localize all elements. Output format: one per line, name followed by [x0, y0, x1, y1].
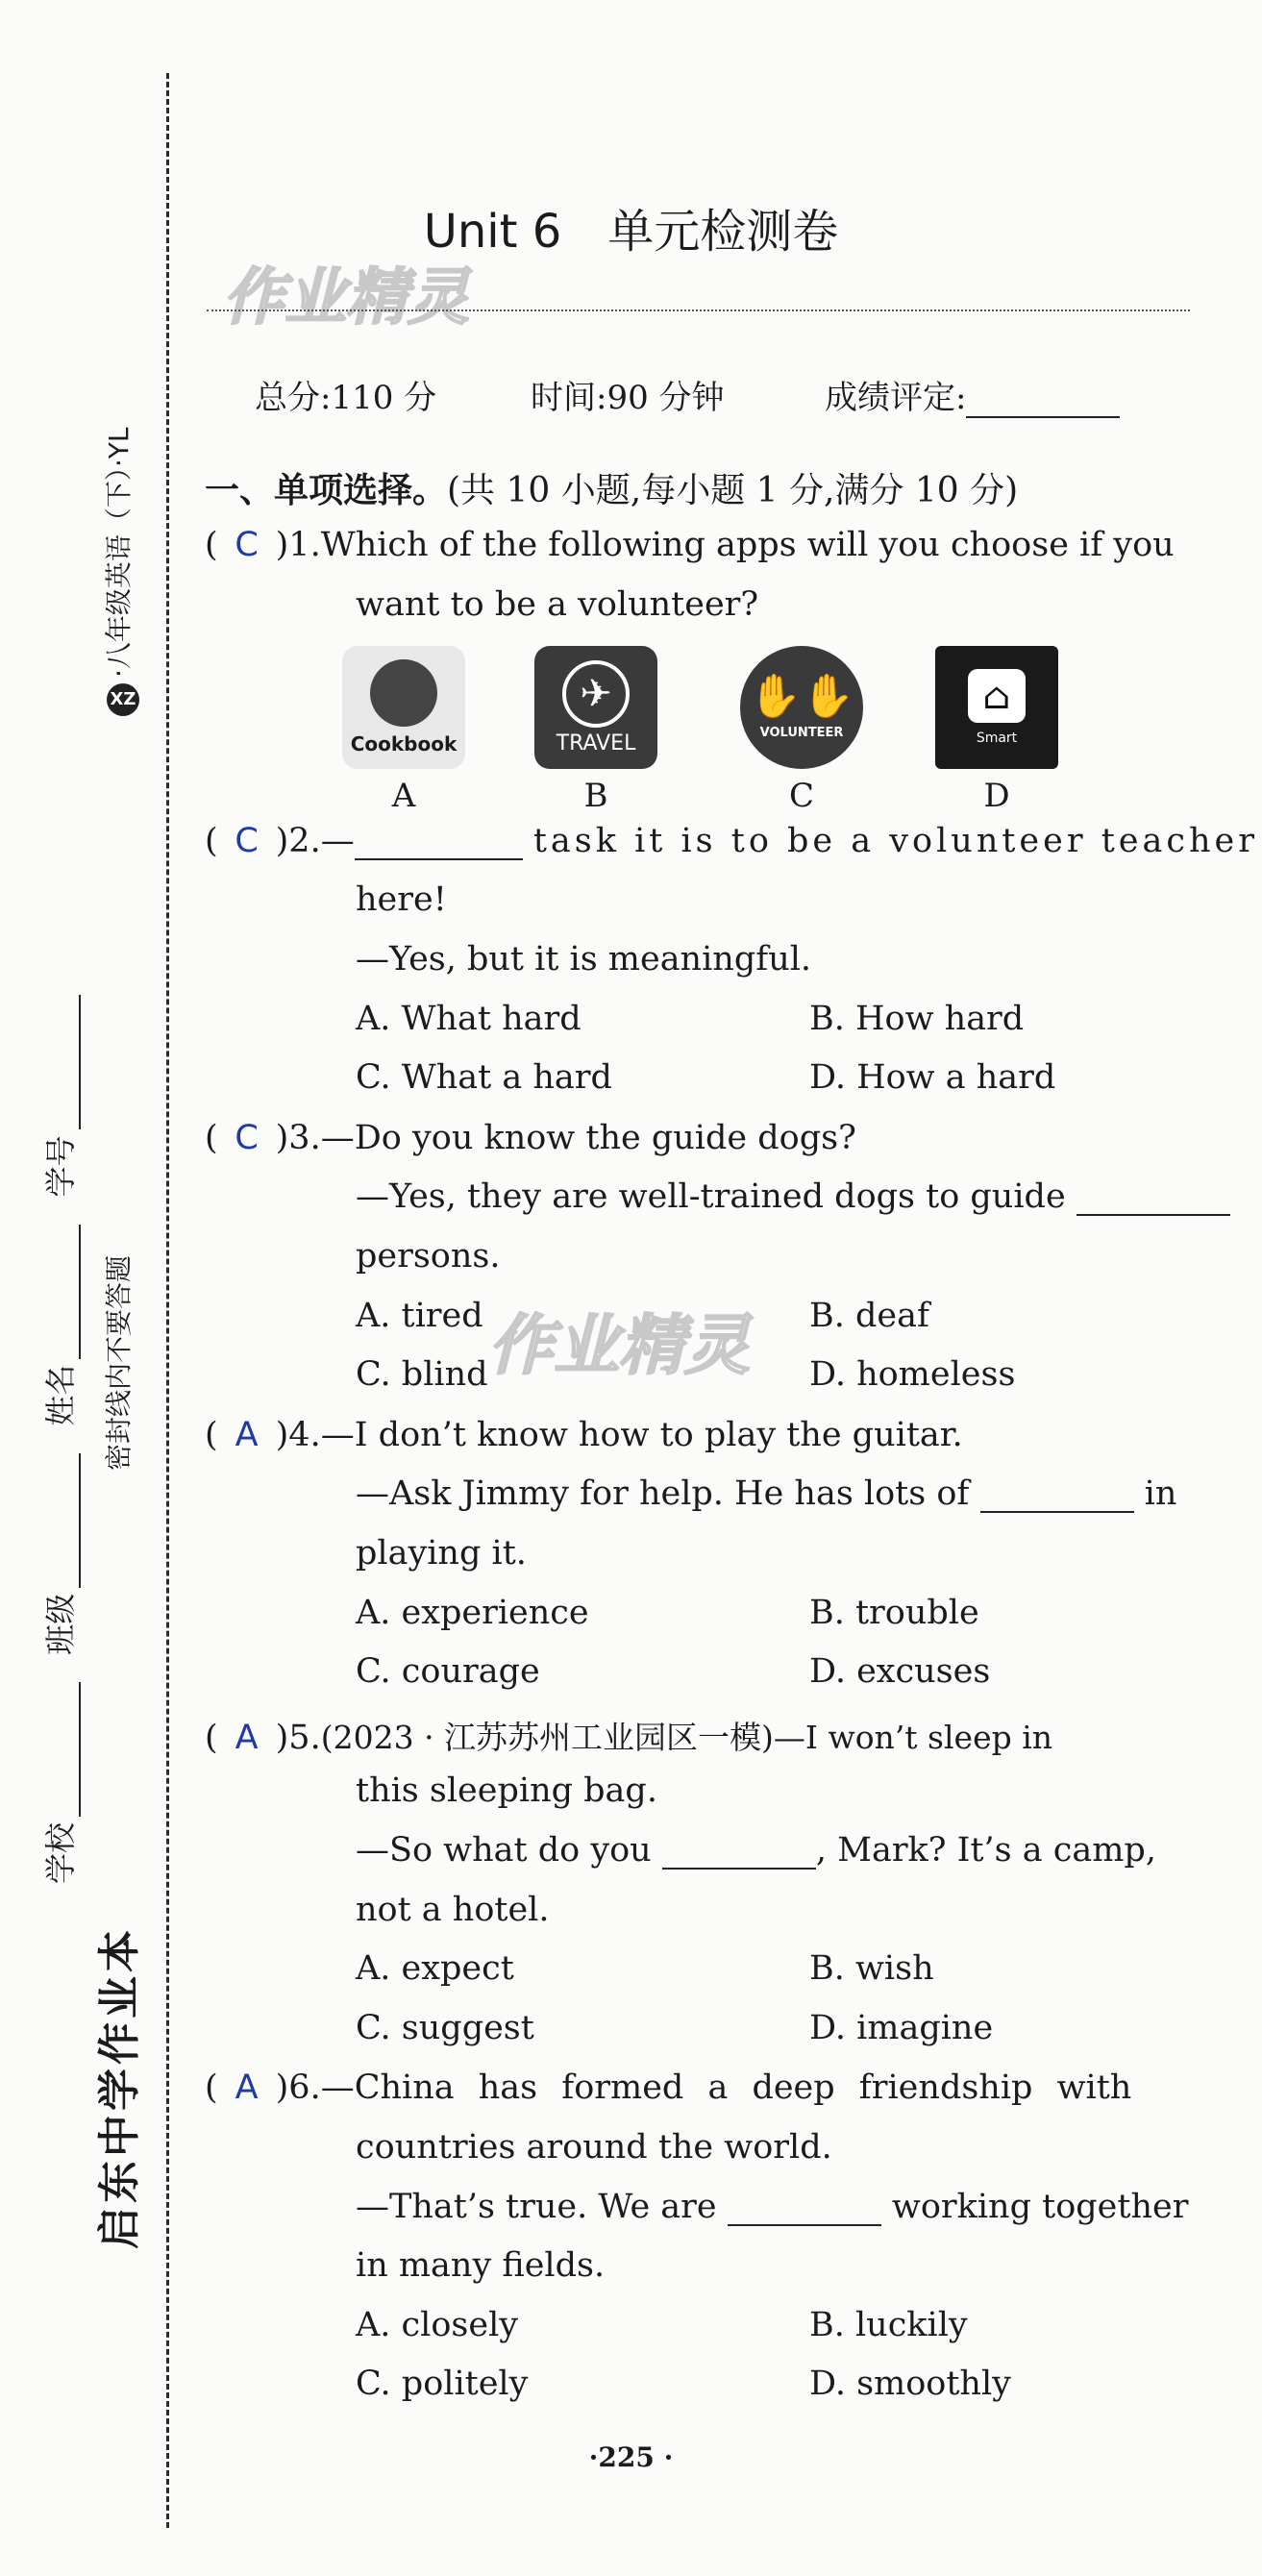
app-name-smart: Smart [976, 731, 1018, 746]
series-text: ·八年级英语（下）·YL [103, 427, 135, 678]
question-6-line4: in many fields. [356, 2246, 606, 2285]
option-3b[interactable]: B. deaf [809, 1297, 929, 1335]
section-title: 一、单项选择。 [205, 471, 448, 510]
student-info-fields [37, 978, 81, 1884]
section-heading [205, 463, 1018, 512]
app-label-b: B [583, 777, 608, 815]
app-name-volunteer: VOLUNTEER [759, 725, 844, 740]
question-2: ( C )2.— task it is to be a volunteer teacher [205, 822, 1258, 860]
option-4a[interactable]: A. experience [356, 1594, 589, 1632]
page-number: ·225 · [588, 2441, 674, 2473]
question-5-line4: not a hotel. [356, 1891, 550, 1929]
option-5d[interactable]: D. imagine [809, 2009, 994, 2047]
option-5a[interactable]: A. expect [356, 1949, 514, 1988]
question-1-line2: want to be a volunteer? [356, 585, 759, 624]
question-6: ( A )6.—China has formed a deep friendship with [205, 2068, 1132, 2107]
total-score: 总分:110 分 [255, 379, 437, 417]
option-3a[interactable]: A. tired [356, 1297, 483, 1335]
publisher-badge: XZ [107, 683, 139, 716]
grade-label: 成绩评定: [825, 379, 967, 417]
blank-5[interactable] [662, 1835, 816, 1870]
answer-1[interactable]: C [235, 526, 259, 564]
watermark: 作业精灵 [223, 262, 469, 334]
app-label-c: C [788, 777, 814, 815]
option-3d[interactable]: D. homeless [809, 1355, 1016, 1394]
option-2b[interactable]: B. How hard [809, 1000, 1025, 1038]
question-5-line3: —So what do you , Mark? It’s a camp, [356, 1831, 1156, 1870]
title-divider [207, 310, 1190, 311]
raised-hands-icon: ✋✋ [749, 671, 854, 721]
book-name: 启东中学作业本 [95, 1926, 144, 2249]
id-field-blank[interactable] [52, 995, 81, 1129]
app-icon-smart-home[interactable] [935, 646, 1058, 769]
question-6-line3: —That’s true. We are working together [356, 2188, 1189, 2226]
plane-icon: ✈ [562, 660, 630, 728]
option-6a[interactable]: A. closely [356, 2306, 519, 2344]
blank-4[interactable] [980, 1478, 1134, 1513]
class-field-label: 班级 [42, 1593, 79, 1655]
option-4d[interactable]: D. excuses [809, 1652, 991, 1691]
question-5-line2: this sleeping bag. [356, 1771, 657, 1810]
title-text: 单元检测卷 [607, 205, 839, 259]
option-4c[interactable]: C. courage [356, 1652, 540, 1691]
option-6b[interactable]: B. luckily [809, 2306, 968, 2344]
watermark-2: 作业精灵 [488, 1308, 751, 1384]
option-5b[interactable]: B. wish [809, 1949, 934, 1988]
option-2a[interactable]: A. What hard [356, 1000, 582, 1038]
question-3-line2: —Yes, they are well-trained dogs to guide [356, 1177, 1230, 1216]
app-label-a: A [391, 777, 416, 815]
unit-label: Unit 6 [423, 205, 562, 259]
page-title [0, 194, 1262, 260]
seal-cut-line [166, 73, 169, 2528]
blank-6[interactable] [728, 2192, 881, 2226]
question-6-line2: countries around the world. [356, 2128, 832, 2167]
question-4: ( A )4.—I don’t know how to play the guitar. [205, 1416, 963, 1454]
answer-2[interactable]: C [235, 822, 259, 860]
question-4-line2: —Ask Jimmy for help. He has lots of in [356, 1474, 1177, 1513]
name-field-label: 姓名 [42, 1364, 79, 1426]
question-4-line3: playing it. [356, 1534, 527, 1573]
app-label-d: D [983, 777, 1010, 815]
school-field-label: 学校 [42, 1821, 79, 1884]
plate-icon [370, 659, 437, 727]
id-field-label: 学号 [42, 1135, 79, 1198]
option-6d[interactable]: D. smoothly [809, 2365, 1011, 2403]
option-2d[interactable]: D. How a hard [809, 1058, 1056, 1097]
grade-blank[interactable] [966, 385, 1120, 418]
name-field-blank[interactable] [52, 1225, 81, 1359]
series-label [98, 427, 139, 716]
section-note: (共 10 小题,每小题 1 分,满分 10 分) [447, 471, 1019, 510]
seal-notice: 密封线内不要答题 [103, 1254, 135, 1471]
blank-3[interactable] [1076, 1181, 1230, 1216]
app-name-travel: TRAVEL [556, 731, 636, 755]
option-4b[interactable]: B. trouble [809, 1594, 979, 1632]
answer-5[interactable]: A [235, 1719, 259, 1757]
answer-3[interactable]: C [235, 1119, 259, 1157]
question-5: ( A )5.(2023 · 江苏苏州工业园区一模)—I won’t sleep in [205, 1719, 1053, 1757]
question-3-line3: persons. [356, 1237, 501, 1276]
question-1: ( C )1.Which of the following apps will you choose if you [205, 526, 1175, 564]
app-icon-volunteer[interactable] [740, 646, 863, 769]
answer-6[interactable]: A [235, 2068, 259, 2107]
app-icon-travel[interactable] [534, 646, 657, 769]
question-2-line2: here! [356, 880, 447, 919]
option-3c[interactable]: C. blind [356, 1355, 488, 1394]
school-field-blank[interactable] [52, 1682, 81, 1817]
class-field-blank[interactable] [52, 1453, 81, 1588]
option-6c[interactable]: C. politely [356, 2365, 529, 2403]
app-name-cookbook: Cookbook [350, 732, 458, 755]
answer-4[interactable]: A [235, 1416, 259, 1454]
time-limit: 时间:90 分钟 [531, 379, 725, 417]
house-icon: ⌂ [968, 669, 1026, 723]
question-2-line3: —Yes, but it is meaningful. [356, 940, 812, 978]
app-icon-cookbook[interactable] [342, 646, 465, 769]
option-5c[interactable]: C. suggest [356, 2009, 534, 2047]
grade-field [825, 371, 1120, 418]
question-3: ( C )3.—Do you know the guide dogs? [205, 1119, 856, 1157]
option-2c[interactable]: C. What a hard [356, 1058, 612, 1097]
blank-2[interactable] [355, 826, 523, 860]
